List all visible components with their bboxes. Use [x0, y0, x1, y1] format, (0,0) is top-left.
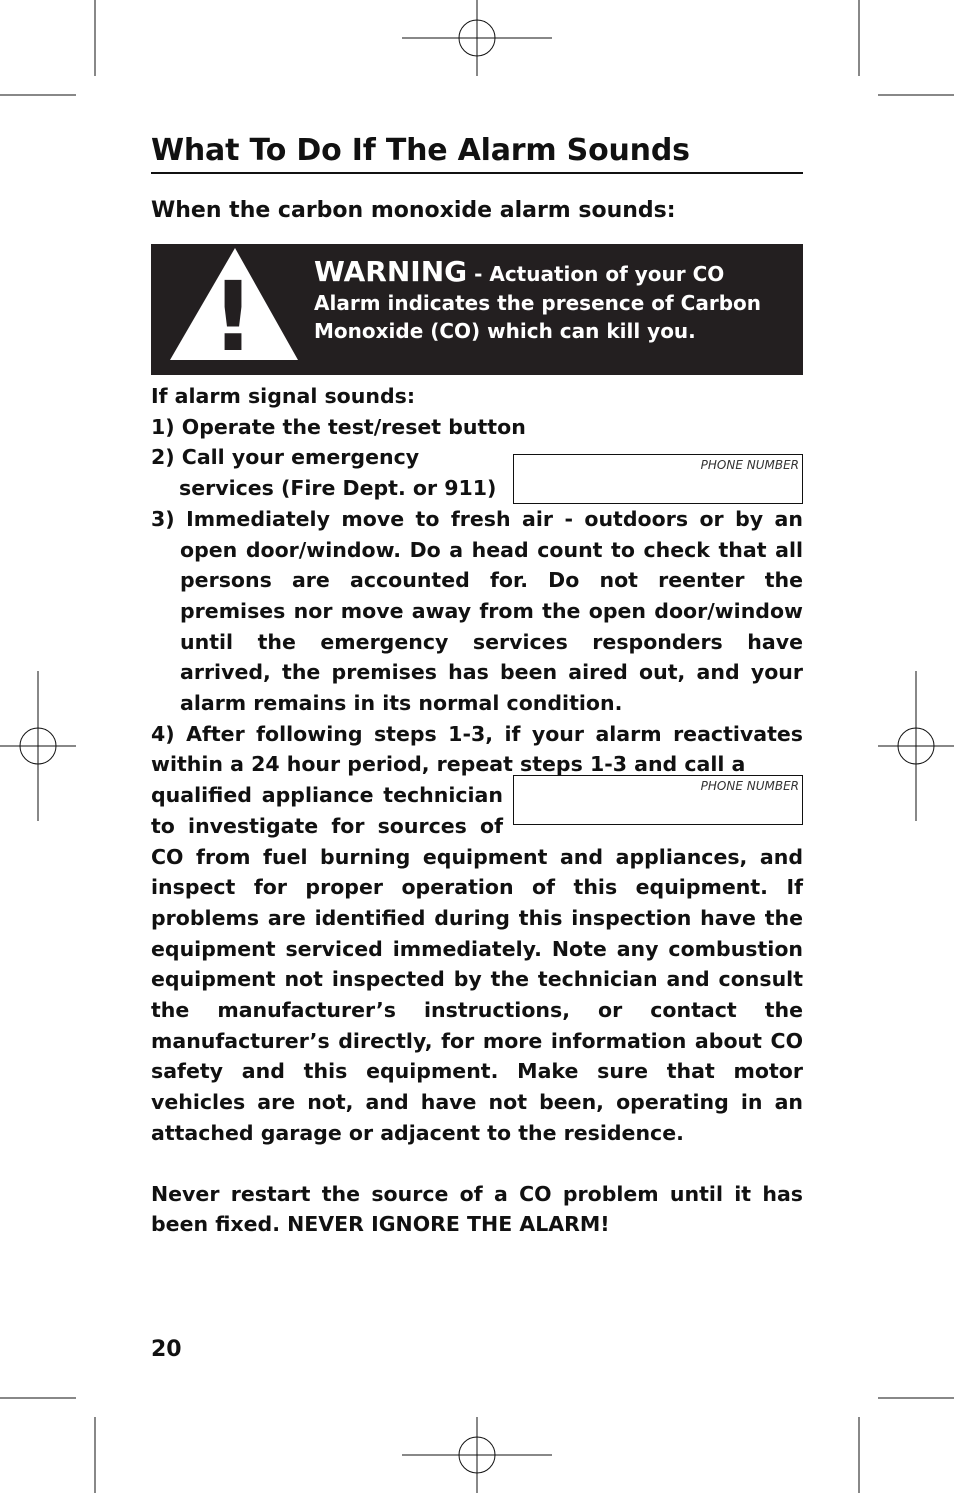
- phone-number-label: PHONE NUMBER: [700, 779, 799, 794]
- step-2-line-1: 2) Call your emergency: [151, 445, 420, 470]
- step-2-line-2: services (Fire Dept. or 911): [179, 476, 497, 501]
- phone-number-label: PHONE NUMBER: [700, 458, 799, 473]
- exclamation-triangle-icon: [169, 248, 301, 368]
- step-2: [151, 442, 803, 503]
- phone-number-field-2[interactable]: [513, 775, 803, 825]
- section-subtitle: When the carbon monoxide alarm sounds:: [151, 198, 676, 223]
- step-3: 3) Immediately move to fresh air - outdoors or by an open door/window. Do a head count to check that all persons are accounted for. Do not reenter the premises nor move away from the open door/window until the emergency services responders have arrived, the premises has been aired out, and your alarm remains in its normal condition.: [151, 506, 803, 716]
- svg-text:!: !: [211, 261, 255, 368]
- step-4-line-2: qualified appliance technician: [151, 783, 503, 808]
- phone-number-field-1[interactable]: [513, 454, 803, 504]
- warning-line-1: - Actuation of your CO: [467, 262, 725, 286]
- step-1: 1) Operate the test/reset button: [151, 414, 526, 439]
- warning-box: [151, 244, 803, 375]
- page-number: 20: [151, 1337, 182, 1362]
- warning-line-3: Monoxide (CO) which can kill you.: [314, 319, 696, 343]
- step-4-phone-row: [151, 780, 803, 841]
- steps-intro: If alarm signal sounds:: [151, 384, 416, 408]
- manual-page: [151, 130, 803, 1240]
- warning-heading: WARNING: [314, 255, 468, 288]
- warning-text: [314, 255, 794, 346]
- page-title: What To Do If The Alarm Sounds: [151, 130, 803, 174]
- closing-warning: Never restart the source of a CO problem until it has been fixed. NEVER IGNORE THE ALARM!: [151, 1181, 803, 1237]
- instructions: [151, 381, 803, 1240]
- warning-line-2: Alarm indicates the presence of Carbon: [314, 290, 762, 315]
- step-4-line-3: to investigate for sources of: [151, 813, 503, 838]
- step-4-details: CO from fuel burning equipment and appliances, and inspect for proper operation of this equipment. If problems are identified during this inspection have the equipment serviced immediately. Note any combustion equipment not inspected by the technician and consult the manufacturer’s instructions, or contact the manufacturer’s directly, for more information about CO safety and this equipment. Make sure that motor vehicles are not, and have not been, operating in an attached garage or adjacent to the residence.: [151, 844, 803, 1145]
- step-4-intro: 4) After following steps 1-3, if your alarm reactivates within a 24 hour period, repeat steps 1-3 and call a: [151, 721, 803, 777]
